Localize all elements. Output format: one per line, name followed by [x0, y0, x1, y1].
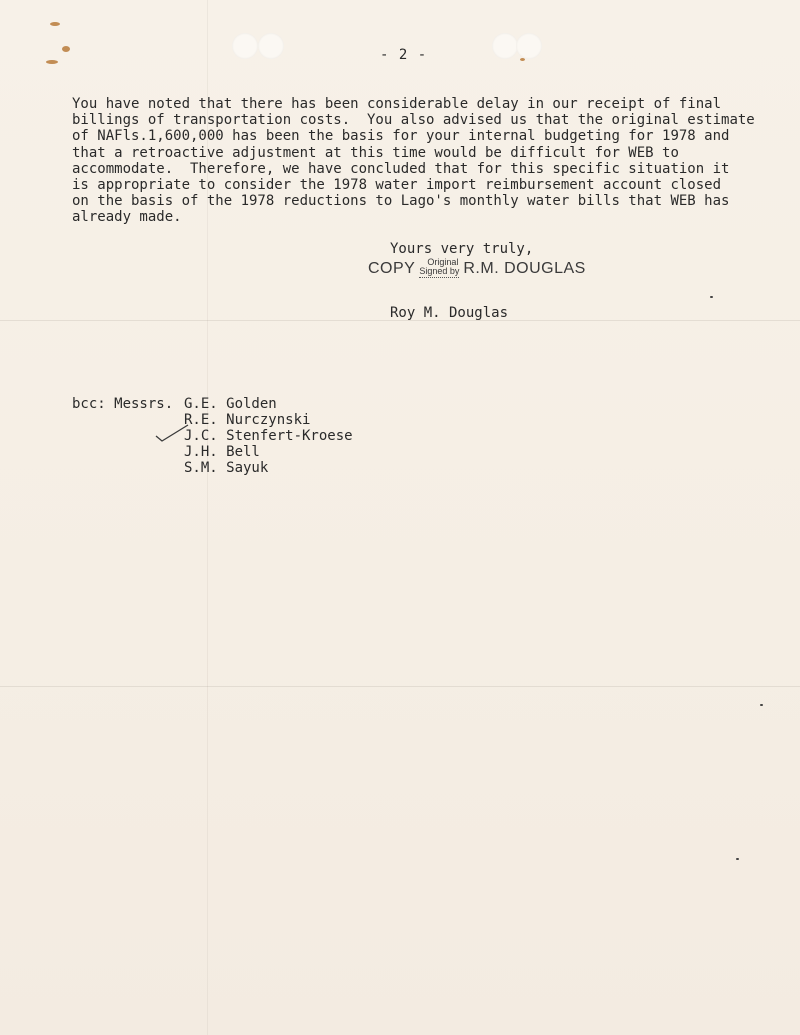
bcc-recipient: G.E. Golden — [184, 396, 277, 412]
ink-speck — [710, 296, 713, 298]
signer-name: Roy M. Douglas — [390, 305, 509, 321]
bcc-recipient: R.E. Nurczynski — [184, 412, 311, 428]
stamp-signed-by: Signed by — [419, 266, 460, 276]
letter-body — [72, 96, 755, 226]
bcc-recipient: J.H. Bell — [184, 444, 260, 460]
closing-salutation: Yours very truly, — [390, 241, 534, 257]
signature-stamp — [368, 258, 586, 278]
rust-stain — [50, 22, 60, 26]
body-line: on the basis of the 1978 reductions to Lago's monthly water bills that WEB has — [72, 193, 730, 210]
rust-stain — [520, 58, 525, 61]
punch-hole — [232, 33, 258, 59]
bcc-label: bcc: Messrs. — [72, 396, 174, 412]
punch-hole — [258, 33, 284, 59]
rust-stain — [46, 60, 58, 64]
body-line: that a retroactive adjustment at this time would be difficult for WEB to — [72, 144, 679, 161]
punch-hole — [516, 33, 542, 59]
body-line: accommodate. Therefore, we have concluded that for this specific situation it — [72, 160, 730, 177]
punch-hole — [492, 33, 518, 59]
body-line: billings of transportation costs. You also advised us that the original estimate — [72, 112, 755, 129]
fold-line — [0, 686, 800, 687]
stamp-original-signed — [419, 258, 459, 278]
rust-stain — [62, 46, 70, 52]
checkmark-icon — [154, 424, 190, 446]
page-number: - 2 - — [380, 47, 428, 63]
body-line: of NAFls.1,600,000 has been the basis for your internal budgeting for 1978 and — [72, 128, 730, 145]
body-line: You have noted that there has been considerable delay in our receipt of final — [72, 96, 722, 112]
ink-speck — [760, 704, 763, 706]
ink-speck — [736, 858, 739, 860]
body-line: is appropriate to consider the 1978 water import reimbursement account closed — [72, 177, 722, 194]
stamp-name: R.M. DOUGLAS — [463, 260, 586, 277]
bcc-recipient-list — [184, 396, 353, 476]
stamp-original: Original — [427, 257, 459, 267]
bcc-recipient: J.C. Stenfert-Kroese — [184, 428, 353, 444]
stamp-copy: COPY — [368, 260, 416, 277]
body-line: already made. — [72, 209, 182, 226]
bcc-recipient: S.M. Sayuk — [184, 460, 269, 476]
